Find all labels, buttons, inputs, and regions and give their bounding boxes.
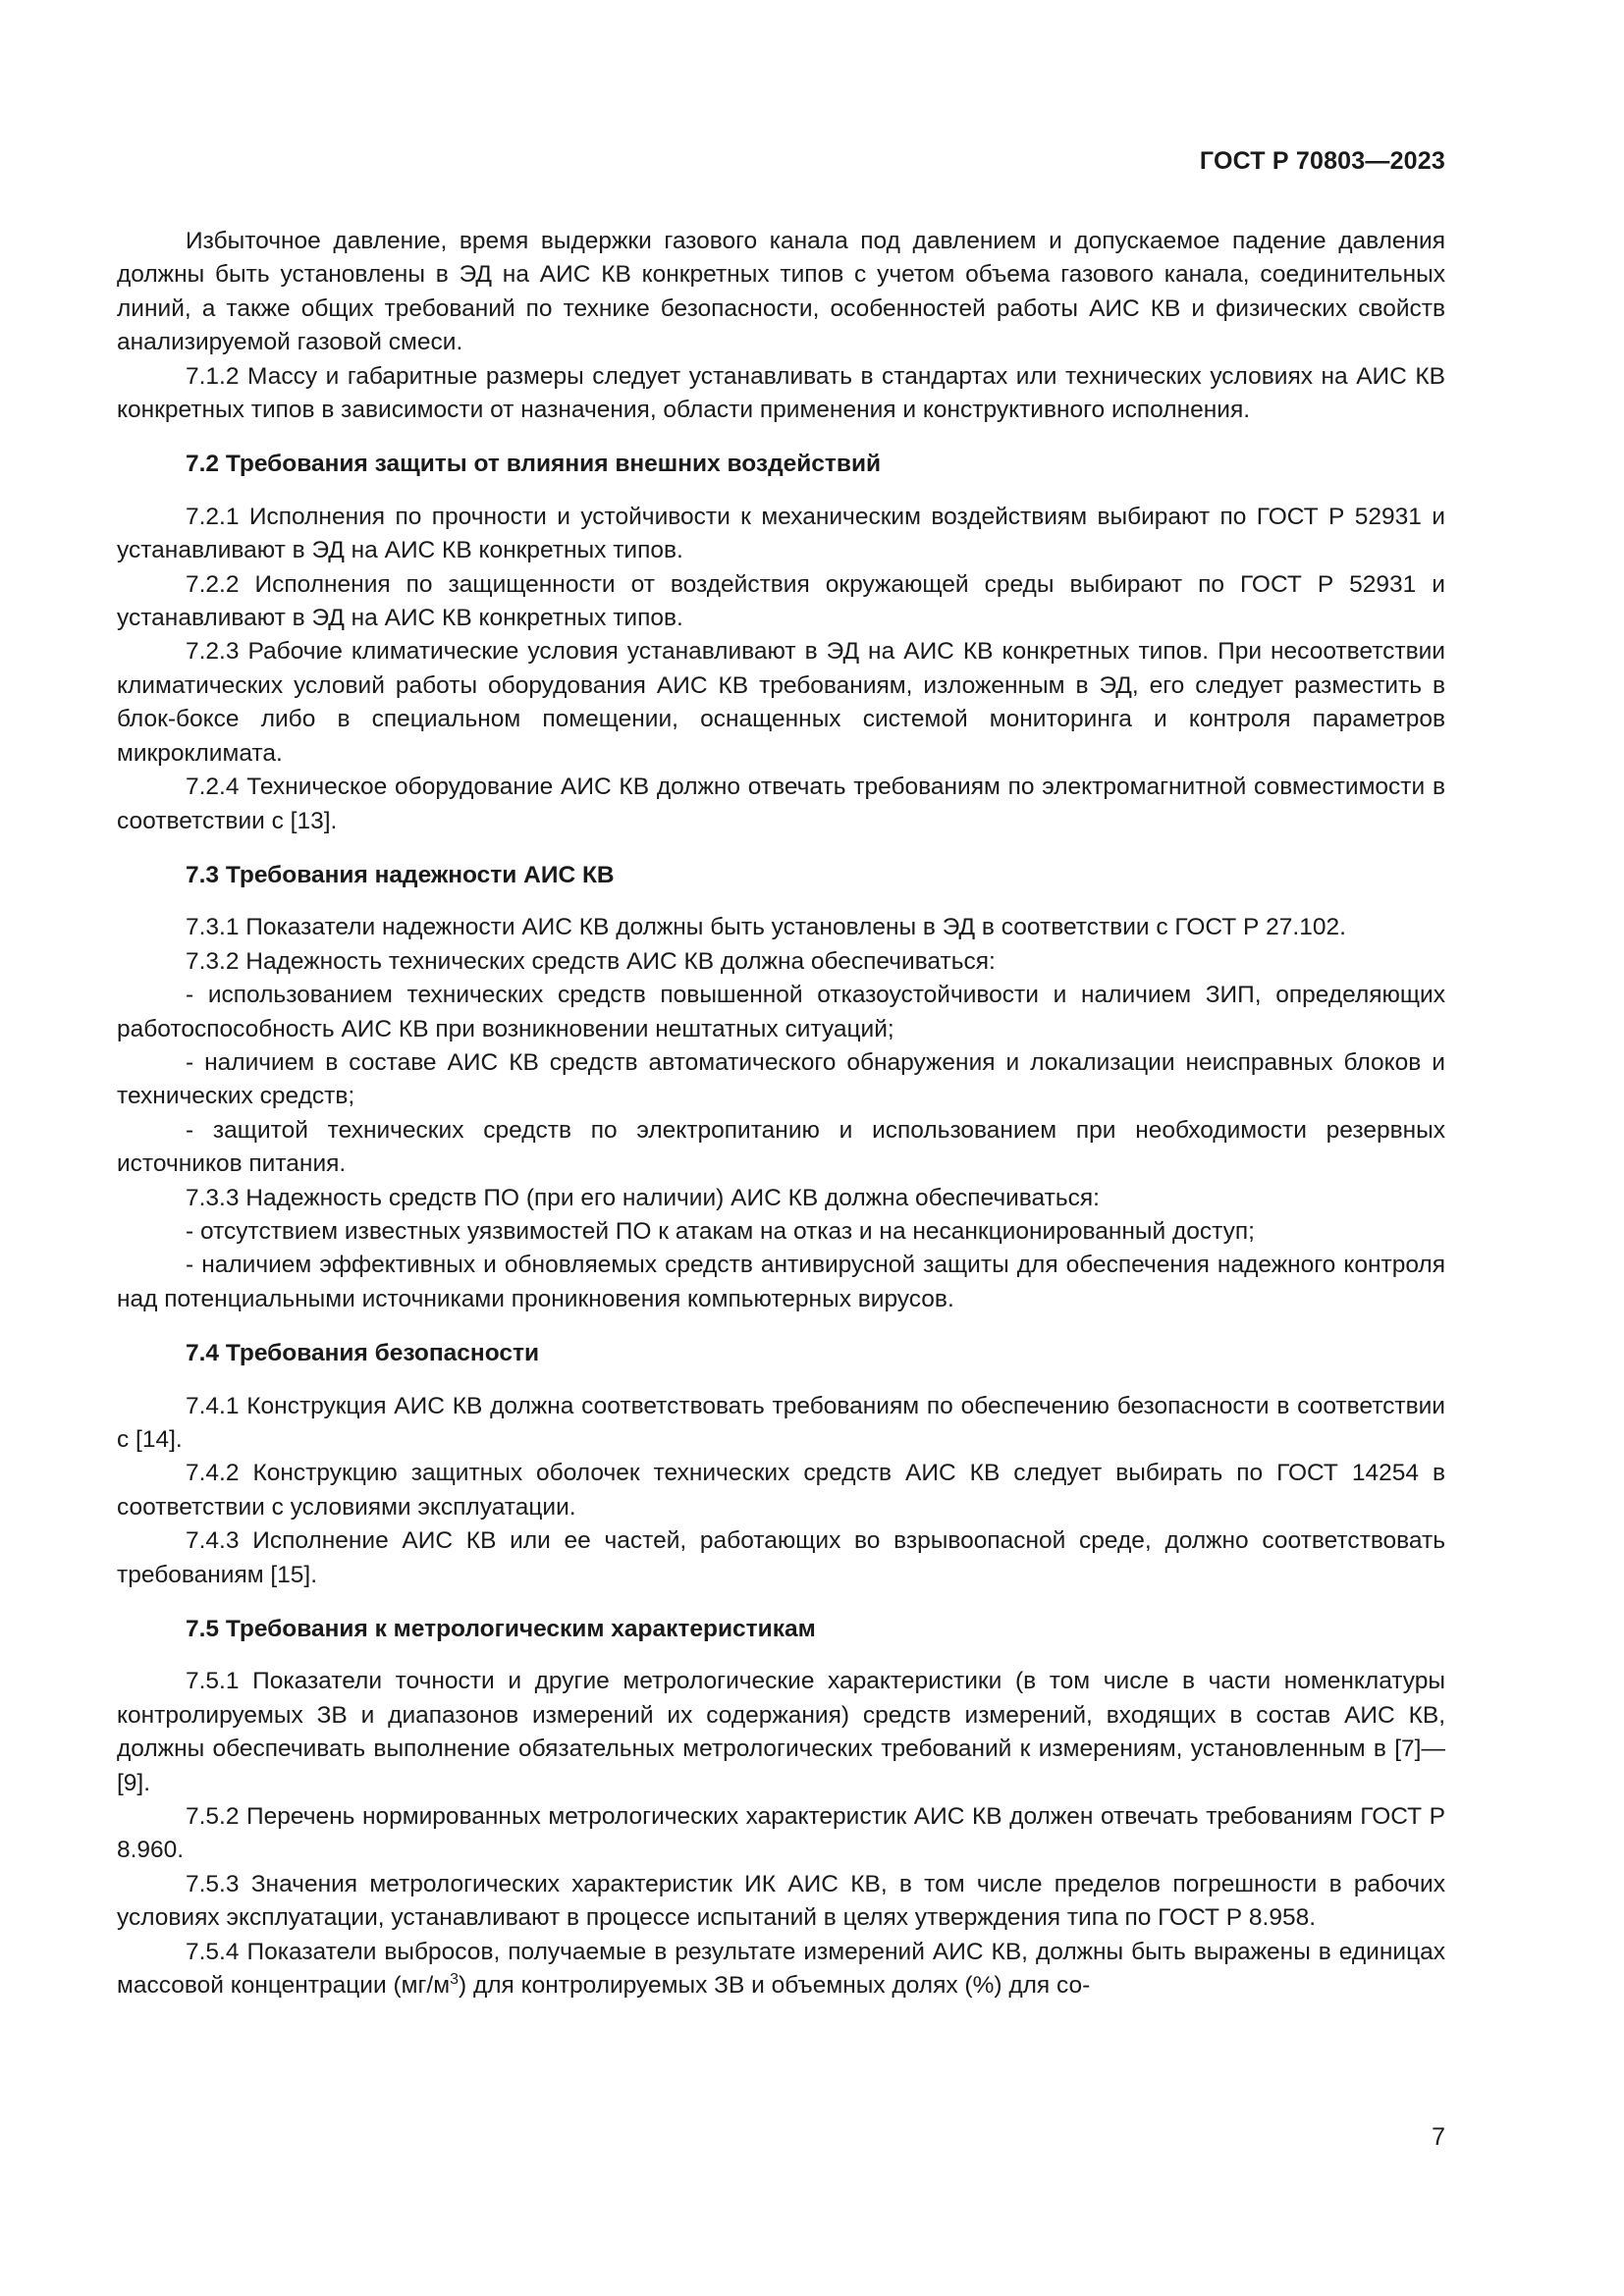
paragraph-7-4-2: 7.4.2 Конструкцию защитных оболочек технических средств АИС КВ следует выбирать по ГОСТ 14254 в соответствии с условиями эксплуатации.: [117, 1460, 1445, 1521]
paragraph-7-3-1: 7.3.1 Показатели надежности АИС КВ должны быть установлены в ЭД в соответствии с ГОСТ Р 27.102.: [186, 914, 1346, 941]
paragraph-intro: Избыточное давление, время выдержки газового канала под давлением и допускаемое падение давления должны быть установлены в ЭД на АИС КВ конкретных типов с учетом объема газового канала, соединительных линий, а также общих требований по технике безопасности, особенностей работы АИС КВ и физических свойств анализируемой газовой смеси.: [117, 228, 1445, 356]
section-heading-7-3: 7.3 Требования надежности АИС КВ: [186, 861, 615, 888]
list-item-7-3-3-a: - отсутствием известных уязвимостей ПО к атакам на отказ и на несанкционированный доступ;: [186, 1217, 1255, 1245]
list-item-7-3-2-a: - использованием технических средств повышенной отказоустойчивости и наличием ЗИП, определяющих работоспособность АИС КВ при возникновении нештатных ситуаций;: [117, 982, 1445, 1042]
document-body: [117, 225, 1445, 2003]
list-item-7-3-2-b: - наличием в составе АИС КВ средств автоматического обнаружения и локализации неисправных блоков и технических средств;: [117, 1048, 1445, 1110]
superscript-cubic: 3: [450, 1971, 459, 1989]
page-number: 7: [1432, 2123, 1445, 2151]
paragraph-7-2-4: 7.2.4 Техническое оборудование АИС КВ должно отвечать требованиям по электромагнитной совместимости в соответствии с [13].: [117, 774, 1445, 834]
paragraph-7-3-2: 7.3.2 Надежность технических средств АИС КВ должна обеспечиваться:: [186, 947, 996, 975]
paragraph-7-5-4-end: ) для контролируемых ЗВ и объемных долях (%) для со-: [458, 1972, 1091, 2000]
section-heading-7-2: 7.2 Требования защиты от влияния внешних воздействий: [186, 451, 882, 478]
section-heading-7-5: 7.5 Требования к метрологическим характеристикам: [186, 1616, 816, 1643]
paragraph-7-5-4-start: 7.5.4 Показатели выбросов, получаемые в результате измерений АИС КВ, должны быть выражены в единицах массовой концентрации (мг/м: [117, 1938, 1445, 2000]
paragraph-7-5-2: 7.5.2 Перечень нормированных метрологических характеристик АИС КВ должен отвечать требованиям ГОСТ Р 8.960.: [117, 1803, 1445, 1864]
paragraph-7-2-1: 7.2.1 Исполнения по прочности и устойчивости к механическим воздействиям выбирают по ГОСТ Р 52931 и устанавливают в ЭД на АИС КВ конкретных типов.: [117, 503, 1445, 564]
paragraph-7-4-3: 7.4.3 Исполнение АИС КВ или ее частей, работающих во взрывоопасной среде, должно соответствовать требованиям [15].: [117, 1527, 1445, 1588]
document-code-header: ГОСТ Р 70803—2023: [1199, 147, 1445, 175]
paragraph-7-2-2: 7.2.2 Исполнения по защищенности от воздействия окружающей среды выбирают по ГОСТ Р 52931 и устанавливают в ЭД на АИС КВ конкретных типов.: [117, 570, 1445, 632]
section-heading-7-4: 7.4 Требования безопасности: [186, 1340, 540, 1367]
list-item-7-3-2-c: - защитой технических средств по электропитанию и использованием при необходимости резервных источников питания.: [117, 1116, 1445, 1178]
paragraph-7-5-4: [117, 1936, 1445, 2003]
paragraph-7-5-3: 7.5.3 Значения метрологических характеристик ИК АИС КВ, в том числе пределов погрешности в рабочих условиях эксплуатации, устанавливают в процессе испытаний в целях утверждения типа по ГОСТ Р 8.958.: [117, 1870, 1445, 1932]
paragraph-7-4-1: 7.4.1 Конструкция АИС КВ должна соответствовать требованиям по обеспечению безопасности в соответствии с [14].: [117, 1392, 1445, 1453]
paragraph-7-2-3: 7.2.3 Рабочие климатические условия устанавливают в ЭД на АИС КВ конкретных типов. При несоответствии климатических условий работы оборудования АИС КВ требованиям, изложенным в ЭД, его следует разместить в блок-боксе либо в специальном помещении, оснащенных системой мониторинга и контроля параметров микроклимата.: [117, 638, 1445, 767]
paragraph-7-5-1: 7.5.1 Показатели точности и другие метрологические характеристики (в том числе в части номенклатуры контролируемых ЗВ и диапазонов измерений их содержания) средств измерений, входящих в состав АИС КВ, должны обеспечивать выполнение обязательных метрологических требований к измерениям, установленным в [7]—[9].: [117, 1668, 1445, 1796]
list-item-7-3-3-b: - наличием эффективных и обновляемых средств антивирусной защиты для обеспечения надежного контроля над потенциальными источниками проникновения компьютерных вирусов.: [117, 1252, 1445, 1312]
paragraph-7-1-2: 7.1.2 Массу и габаритные размеры следует устанавливать в стандартах или технических условиях на АИС КВ конкретных типов в зависимости от назначения, области применения и конструктивного исполнения.: [117, 362, 1445, 424]
paragraph-7-3-3: 7.3.3 Надежность средств ПО (при его наличии) АИС КВ должна обеспечиваться:: [186, 1184, 1100, 1211]
